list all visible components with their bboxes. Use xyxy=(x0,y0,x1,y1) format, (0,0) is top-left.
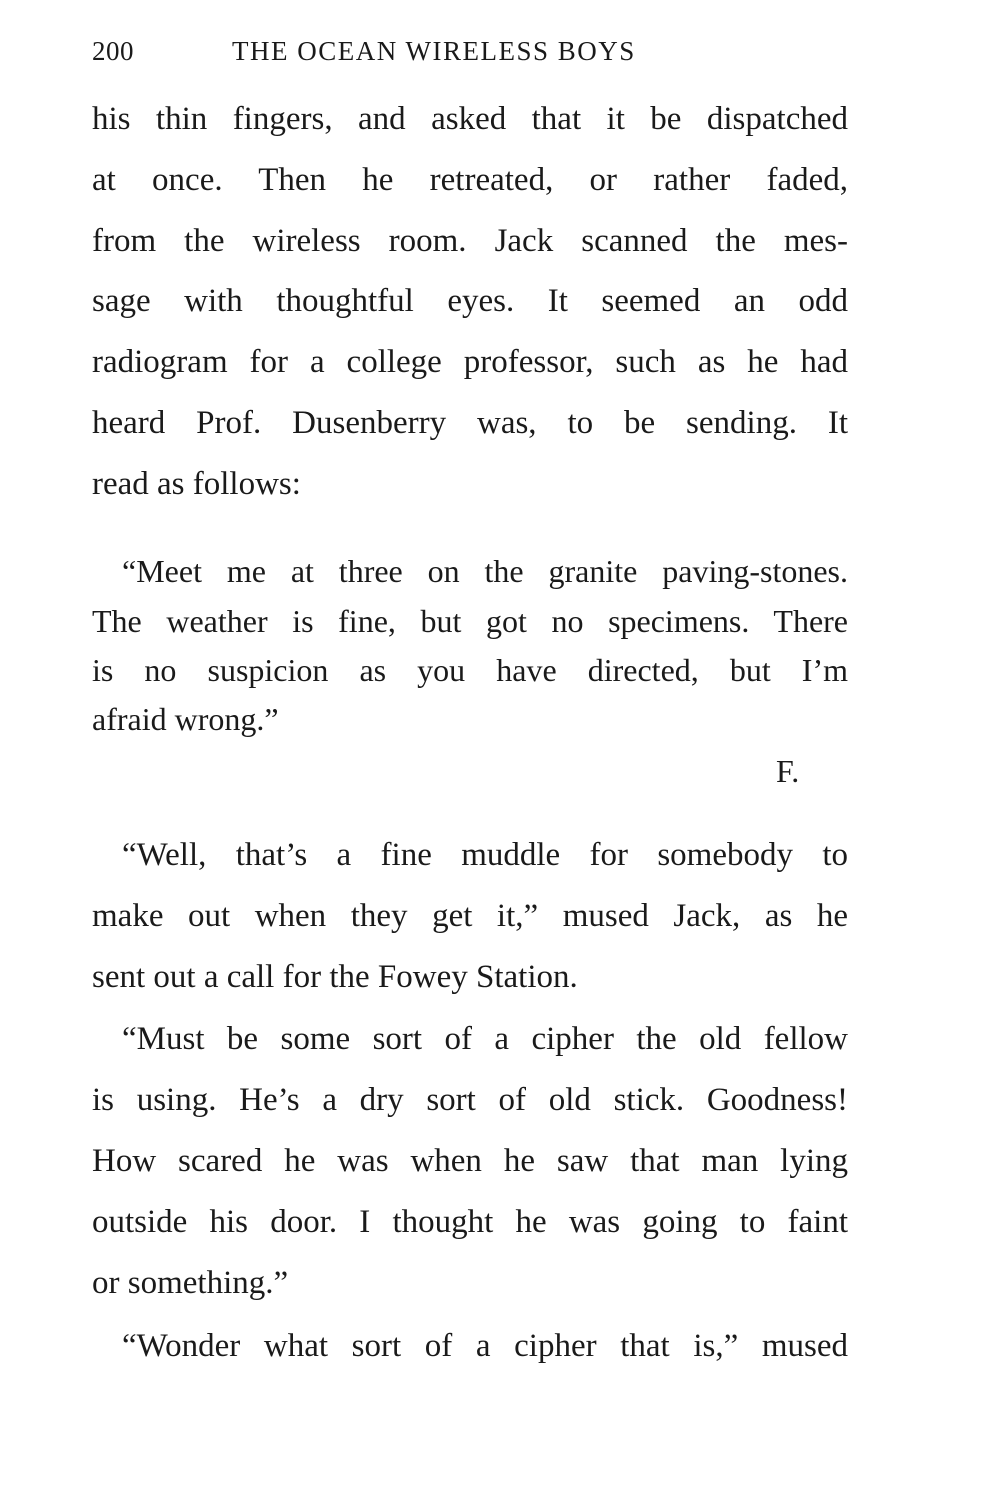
page-number: 200 xyxy=(92,36,134,66)
radiogram-line: afraid wrong.” xyxy=(92,701,279,737)
text-line: or something.” xyxy=(92,1265,289,1301)
text-line: from the wireless room. Jack scanned the mes- xyxy=(92,223,848,259)
text-line: outside his door. I thought he was going to faint xyxy=(92,1204,848,1240)
text-line: “Must be some sort of a cipher the old fellow xyxy=(122,1021,848,1057)
radiogram-line: is no suspicion as you have directed, but I’m xyxy=(92,652,848,688)
radiogram-line: The weather is fine, but got no specimens. There xyxy=(92,603,848,639)
text-line: is using. He’s a dry sort of old stick. Goodness! xyxy=(92,1082,848,1118)
text-line: “Wonder what sort of a cipher that is,” mused xyxy=(122,1328,848,1364)
book-title: THE OCEAN WIRELESS BOYS xyxy=(232,36,636,66)
text-line: sent out a call for the Fowey Station. xyxy=(92,959,578,995)
text-line: his thin fingers, and asked that it be dispatched xyxy=(92,101,848,137)
text-line: make out when they get it,” mused Jack, as he xyxy=(92,898,848,934)
radiogram-line: “Meet me at three on the granite paving-stones. xyxy=(122,553,848,589)
running-head xyxy=(92,36,852,76)
text-line: radiogram for a college professor, such as he had xyxy=(92,344,848,380)
text-line: sage with thoughtful eyes. It seemed an odd xyxy=(92,283,848,319)
radiogram-signature: F. xyxy=(776,753,800,789)
text-line: How scared he was when he saw that man lying xyxy=(92,1143,848,1179)
text-line: “Well, that’s a fine muddle for somebody to xyxy=(122,837,848,873)
text-line: read as follows: xyxy=(92,466,301,502)
text-line: at once. Then he retreated, or rather faded, xyxy=(92,162,848,198)
text-line: heard Prof. Dusenberry was, to be sending. It xyxy=(92,405,848,441)
